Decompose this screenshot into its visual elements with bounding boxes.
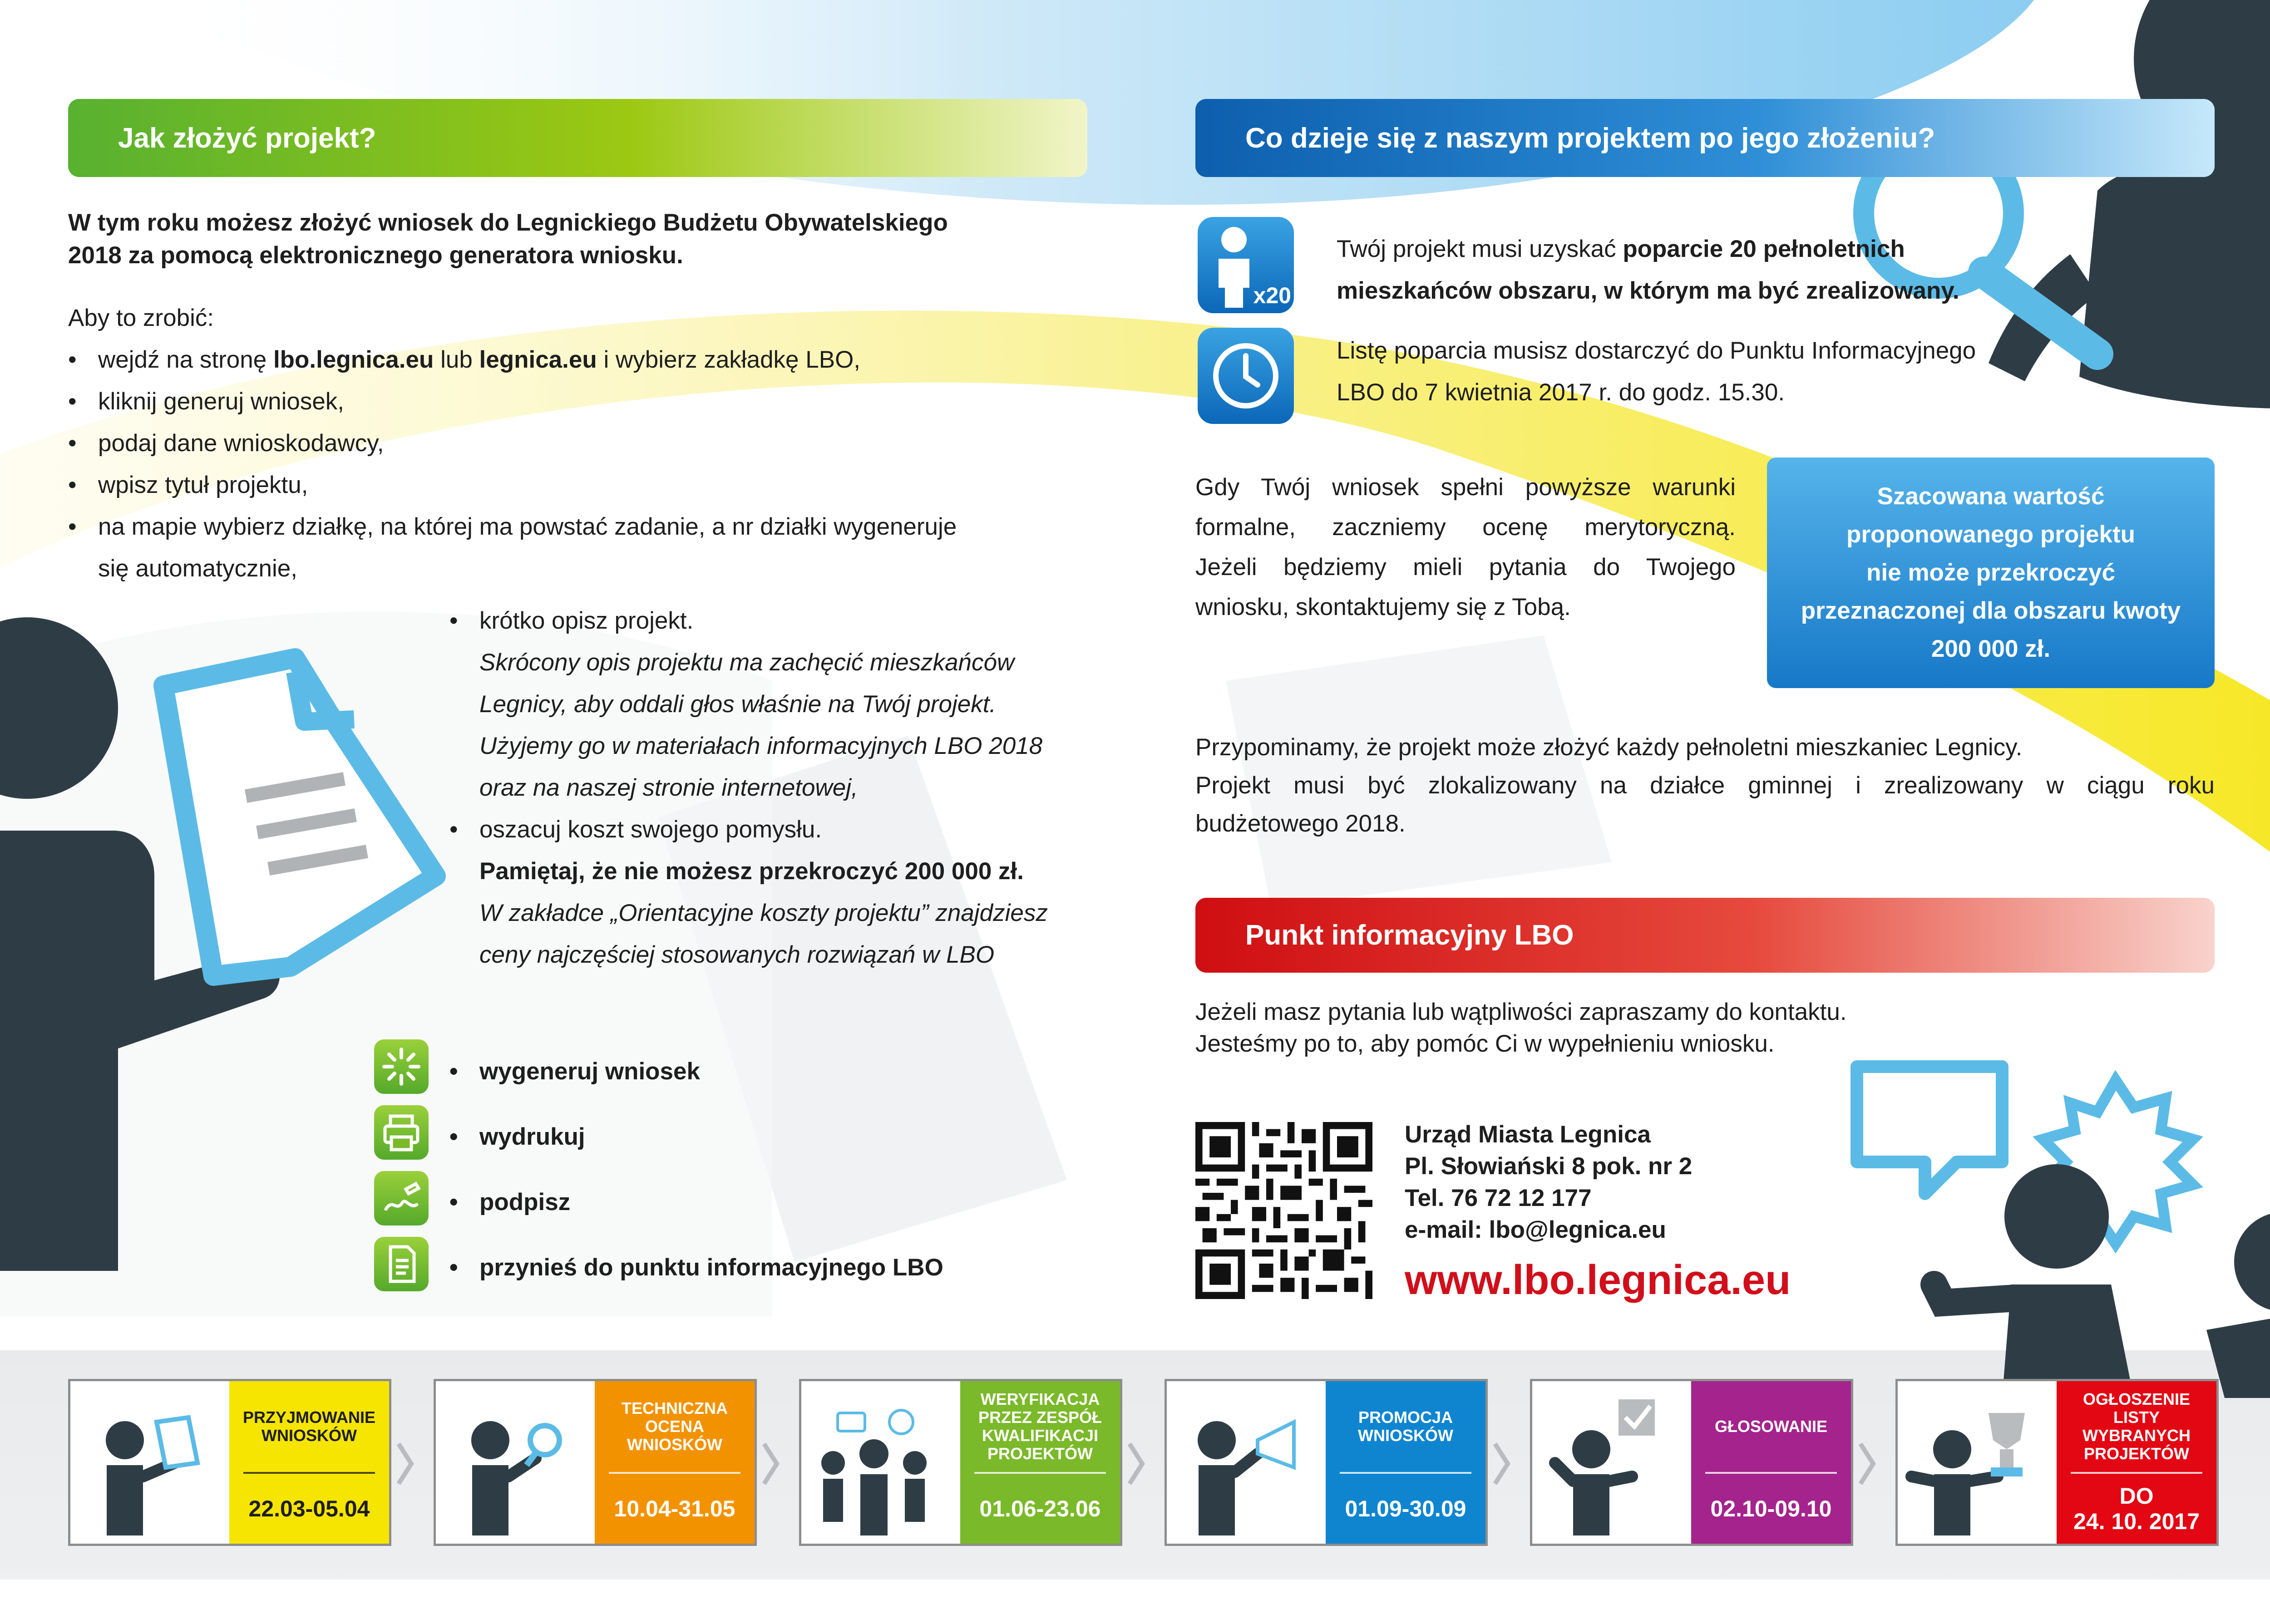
website-link[interactable]: www.lbo.legnica.eu	[1405, 1257, 1791, 1303]
timeline-step-label: PRZYJMOWANIE WNIOSKÓW	[242, 1408, 376, 1445]
link-lbo[interactable]: lbo.legnica.eu	[273, 346, 434, 373]
timeline-step-date: 01.09-30.09	[1345, 1496, 1466, 1521]
printer-icon	[374, 1105, 429, 1160]
link-legnica[interactable]: legnica.eu	[479, 346, 597, 373]
timeline-step-label: OGŁOSZENIE LISTY WYBRANYCH PROJEKTÓW	[2082, 1390, 2191, 1463]
timeline-color-panel	[595, 1381, 755, 1544]
timeline-figure-icon	[1898, 1386, 2057, 1545]
spinner-icon	[374, 1039, 429, 1094]
timeline-step	[799, 1379, 1122, 1546]
list-item: • wejdź na stronę lbo.legnica.eu lub legnica.eu i wybierz zakładkę LBO,	[68, 339, 1090, 381]
timeline-divider	[609, 1472, 740, 1474]
address-block	[1405, 1119, 1692, 1246]
timeline-figure-icon	[436, 1386, 595, 1545]
timeline-color-panel	[960, 1381, 1120, 1544]
list-item: • krótko opisz projekt. Skrócony opis projektu ma zachęcić mieszkańców Legnicy, aby oddali głos właśnie na Twój projekt. Użyjemy go w materiałach informacyjnych LBO 2018 oraz na naszej stronie internetowej,	[449, 600, 1108, 809]
formal-text: Gdy Twój wniosek spełni powyższe warunki formalne, zaczniemy ocenę merytoryczną. Jeżeli będziemy mieli pytania do Twojego wniosku, skontaktujemy się z Tobą.	[1195, 474, 1736, 620]
timeline-step	[1165, 1379, 1488, 1546]
timeline-figure-icon	[70, 1386, 229, 1545]
section-header-title: Punkt informacyjny LBO	[1245, 920, 1574, 951]
timeline-color-panel	[1326, 1381, 1485, 1544]
timeline-divider	[974, 1472, 1106, 1474]
section-header-title: Co dzieje się z naszym projektem po jego złożeniu?	[1245, 122, 1935, 154]
steps-lead: Aby to zrobić:	[68, 305, 214, 331]
timeline-color-panel	[2057, 1381, 2216, 1544]
timeline-divider	[2071, 1472, 2202, 1474]
timeline-step-date: 02.10-09.10	[1710, 1496, 1832, 1521]
timeline-color-panel	[229, 1381, 389, 1544]
timeline-step-label: GŁOSOWANIE	[1714, 1417, 1827, 1436]
office-phone[interactable]: Tel. 76 72 12 177	[1405, 1185, 1592, 1211]
x20-badge: x20	[1253, 283, 1291, 308]
chevron-right-icon	[1127, 1441, 1145, 1486]
chevron-right-icon	[761, 1441, 780, 1486]
form-icon	[374, 1237, 429, 1291]
timeline-step-date: 10.04-31.05	[614, 1496, 735, 1521]
timeline-figure-icon	[801, 1386, 960, 1545]
intro-line-1: W tym roku możesz złożyć wniosek do Legnickiego Budżetu Obywatelskiego	[68, 209, 948, 236]
office-name: Urząd Miasta Legnica	[1405, 1121, 1651, 1148]
list-item: • wygeneruj wniosek	[449, 1051, 1085, 1093]
timeline-divider	[1340, 1472, 1471, 1474]
figure-with-speech-bubbles	[1857, 1067, 2270, 1398]
timeline-step	[1530, 1379, 1853, 1546]
timeline-step-label: TECHNICZNA OCENA WNIOSKÓW	[622, 1399, 728, 1454]
contact-text: Jeżeli masz pytania lub wątpliwości zapraszamy do kontaktu. Jesteśmy po to, aby pomóc Ci w wypełnieniu wniosku.	[1195, 999, 1847, 1057]
intro-text	[68, 207, 1112, 272]
value-limit-box: Szacowana wartość proponowanego projektu nie może przekroczyć przeznaczonej dla obszaru kwoty 200 000 zł.	[1767, 458, 2215, 688]
timeline-step	[1895, 1379, 2219, 1546]
list-item: • podaj dane wnioskodawcy,	[68, 423, 1090, 464]
section-header-how-to-submit	[68, 99, 1087, 177]
list-item: • na mapie wybierz działkę, na której ma powstać zadanie, a nr działki wygeneruje się automatycznie,	[68, 506, 1090, 590]
timeline-divider	[1705, 1472, 1837, 1474]
qr-code[interactable]	[1195, 1122, 1372, 1299]
list-item: • wpisz tytuł projektu,	[68, 464, 1090, 506]
section-header-after-submit	[1195, 99, 2215, 177]
clock-icon	[1198, 328, 1294, 424]
timeline-step-date: DO 24. 10. 2017	[2073, 1483, 2200, 1534]
timeline-figure-icon	[1167, 1386, 1326, 1545]
timeline-divider	[243, 1472, 375, 1474]
steps-list	[68, 339, 1090, 590]
timeline-step-date: 01.06-23.06	[979, 1496, 1101, 1521]
steps-list-continued	[449, 600, 1108, 976]
list-item: • przynieś do punktu informacyjnego LBO	[449, 1247, 1085, 1289]
list-item: • kliknij generuj wniosek,	[68, 381, 1090, 423]
list-item: • podpisz	[449, 1181, 1085, 1223]
list-item: • oszacuj koszt swojego pomysłu. Pamiętaj, że nie możesz przekroczyć 200 000 zł. W zakładce „Orientacyjne koszty projektu” znajdziesz ceny najczęściej stosowanych rozwiązań w LBO	[449, 809, 1108, 976]
actions-list	[449, 1051, 1085, 1289]
timeline-color-panel	[1691, 1381, 1851, 1544]
timeline-step-label: PROMOCJA WNIOSKÓW	[1358, 1408, 1453, 1445]
chevron-right-icon	[1492, 1441, 1510, 1486]
office-address: Pl. Słowiański 8 pok. nr 2	[1405, 1153, 1693, 1180]
chevron-right-icon	[1858, 1441, 1876, 1486]
timeline-step	[434, 1379, 757, 1546]
timeline-figure-icon	[1532, 1386, 1691, 1545]
office-email[interactable]: e-mail: lbo@legnica.eu	[1405, 1216, 1666, 1243]
timeline-step-date: 22.03-05.04	[248, 1496, 370, 1521]
deadline-text: Listę poparcia musisz dostarczyć do Punktu Informacyjnego LBO do 7 kwietnia 2017 r. do godz. 15.30.	[1337, 337, 1976, 406]
chevron-right-icon	[396, 1441, 414, 1486]
signature-icon	[374, 1171, 429, 1225]
support-text: Twój projekt musi uzyskać poparcie 20 pełnoletnich mieszkańców obszaru, w którym ma być zrealizowany.	[1337, 236, 1959, 304]
section-header-title: Jak złożyć projekt?	[118, 122, 376, 154]
reminder-text: Przypominamy, że projekt może złożyć każdy pełnoletni mieszkaniec Legnicy. Projekt musi być zlokalizowany na działce gminnej i zrealizowany w ciągu roku budżetowego 2018.	[1195, 734, 2215, 837]
section-header-info-point	[1195, 898, 2215, 973]
timeline-step-label: WERYFIKACJA PRZEZ ZESPÓŁ KWALIFIKACJI PROJEKTÓW	[978, 1390, 1102, 1463]
intro-line-2: 2018 za pomocą elektronicznego generatora wniosku.	[68, 242, 683, 269]
list-item: • wydrukuj	[449, 1116, 1085, 1158]
timeline-step	[68, 1379, 391, 1546]
person-icon	[1198, 217, 1294, 313]
